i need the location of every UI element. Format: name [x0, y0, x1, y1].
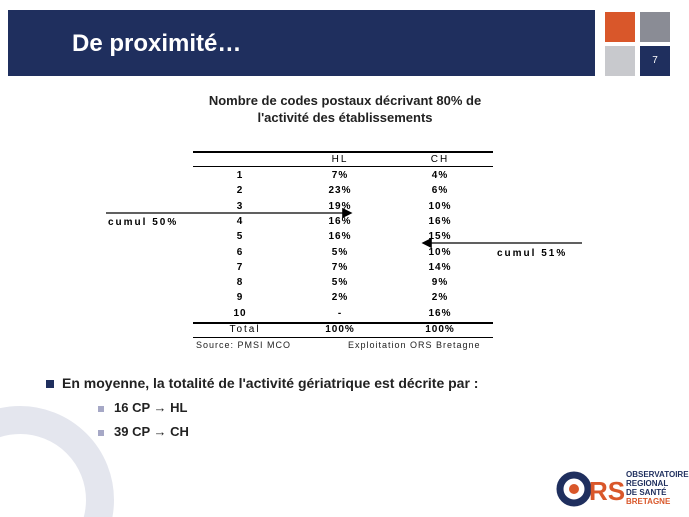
row-ch-value: 16% [428, 307, 452, 319]
total-ch: 100% [425, 324, 455, 335]
logo-letters: RS [589, 476, 626, 506]
row-hl-value: 7% [331, 261, 349, 273]
row-number: 7 [236, 261, 244, 273]
cumul-right-label: cumul 51% [497, 248, 568, 259]
exploitation-note: Exploitation ORS Bretagne [348, 340, 481, 350]
bullet-small-square-icon [98, 406, 104, 412]
row-number: 4 [236, 215, 244, 227]
bullet-sub-1-text: 16 CP → HL [114, 400, 188, 415]
row-number: 1 [236, 170, 244, 181]
page-number: 7 [652, 55, 658, 66]
row-hl-value: 5% [331, 277, 349, 289]
cumul-left-label: cumul 50% [108, 217, 179, 228]
bullet-sub-2 [98, 424, 189, 439]
row-number: 2 [236, 185, 244, 197]
row-hl-value: 16% [328, 231, 352, 243]
total-hl: 100% [325, 324, 355, 335]
row-ch-value: 9% [431, 277, 449, 289]
row-hl-value: 16% [328, 215, 352, 227]
bullet-square-icon [46, 380, 54, 388]
row-ch-value: 14% [428, 261, 452, 273]
row-hl-value: - [337, 307, 343, 319]
total-label: Total [229, 324, 261, 335]
table-title-line1: Nombre de codes postaux décrivant 80% de [208, 93, 482, 108]
table-title-line2: l'activité des établissements [257, 110, 433, 125]
row-number: 8 [236, 277, 244, 289]
row-number: 3 [236, 200, 244, 212]
slide-title: De proximité… [72, 30, 242, 57]
bullet-main [46, 375, 478, 391]
ors-logo-icon [556, 468, 626, 510]
row-number: 5 [236, 231, 244, 243]
logo-name [626, 470, 689, 506]
row-hl-value: 7% [331, 170, 349, 181]
row-hl-value: 19% [328, 200, 352, 212]
col-header-ch: CH [430, 154, 450, 165]
row-number: 6 [236, 246, 244, 258]
row-ch-value: 2% [431, 292, 449, 304]
row-hl-value: 2% [331, 292, 349, 304]
row-ch-value: 10% [428, 246, 452, 258]
row-ch-value: 16% [428, 215, 452, 227]
row-number: 10 [233, 307, 247, 319]
col-header-hl: HL [331, 154, 349, 165]
row-hl-value: 5% [331, 246, 349, 258]
logo-line2: REGIONAL [626, 479, 669, 488]
bullet-sub-1 [98, 400, 187, 415]
source-note: Source: PMSI MCO [196, 340, 292, 350]
bullet-small-square-icon [98, 430, 104, 436]
row-number: 9 [236, 292, 244, 304]
row-hl-value: 23% [328, 185, 352, 197]
logo-line1: OBSERVATOIRE [626, 470, 689, 479]
row-ch-value: 6% [431, 185, 449, 197]
row-ch-value: 4% [431, 170, 449, 181]
row-ch-value: 15% [428, 231, 452, 243]
bullet-sub-2-text: 39 CP → CH [114, 424, 189, 439]
logo-line4: BRETAGNE [626, 497, 671, 506]
row-ch-value: 10% [428, 200, 452, 212]
bullet-main-text: En moyenne, la totalité de l'activité gériatrique est décrite par : [62, 375, 479, 391]
logo-line3: DE SANTÉ [626, 488, 667, 497]
